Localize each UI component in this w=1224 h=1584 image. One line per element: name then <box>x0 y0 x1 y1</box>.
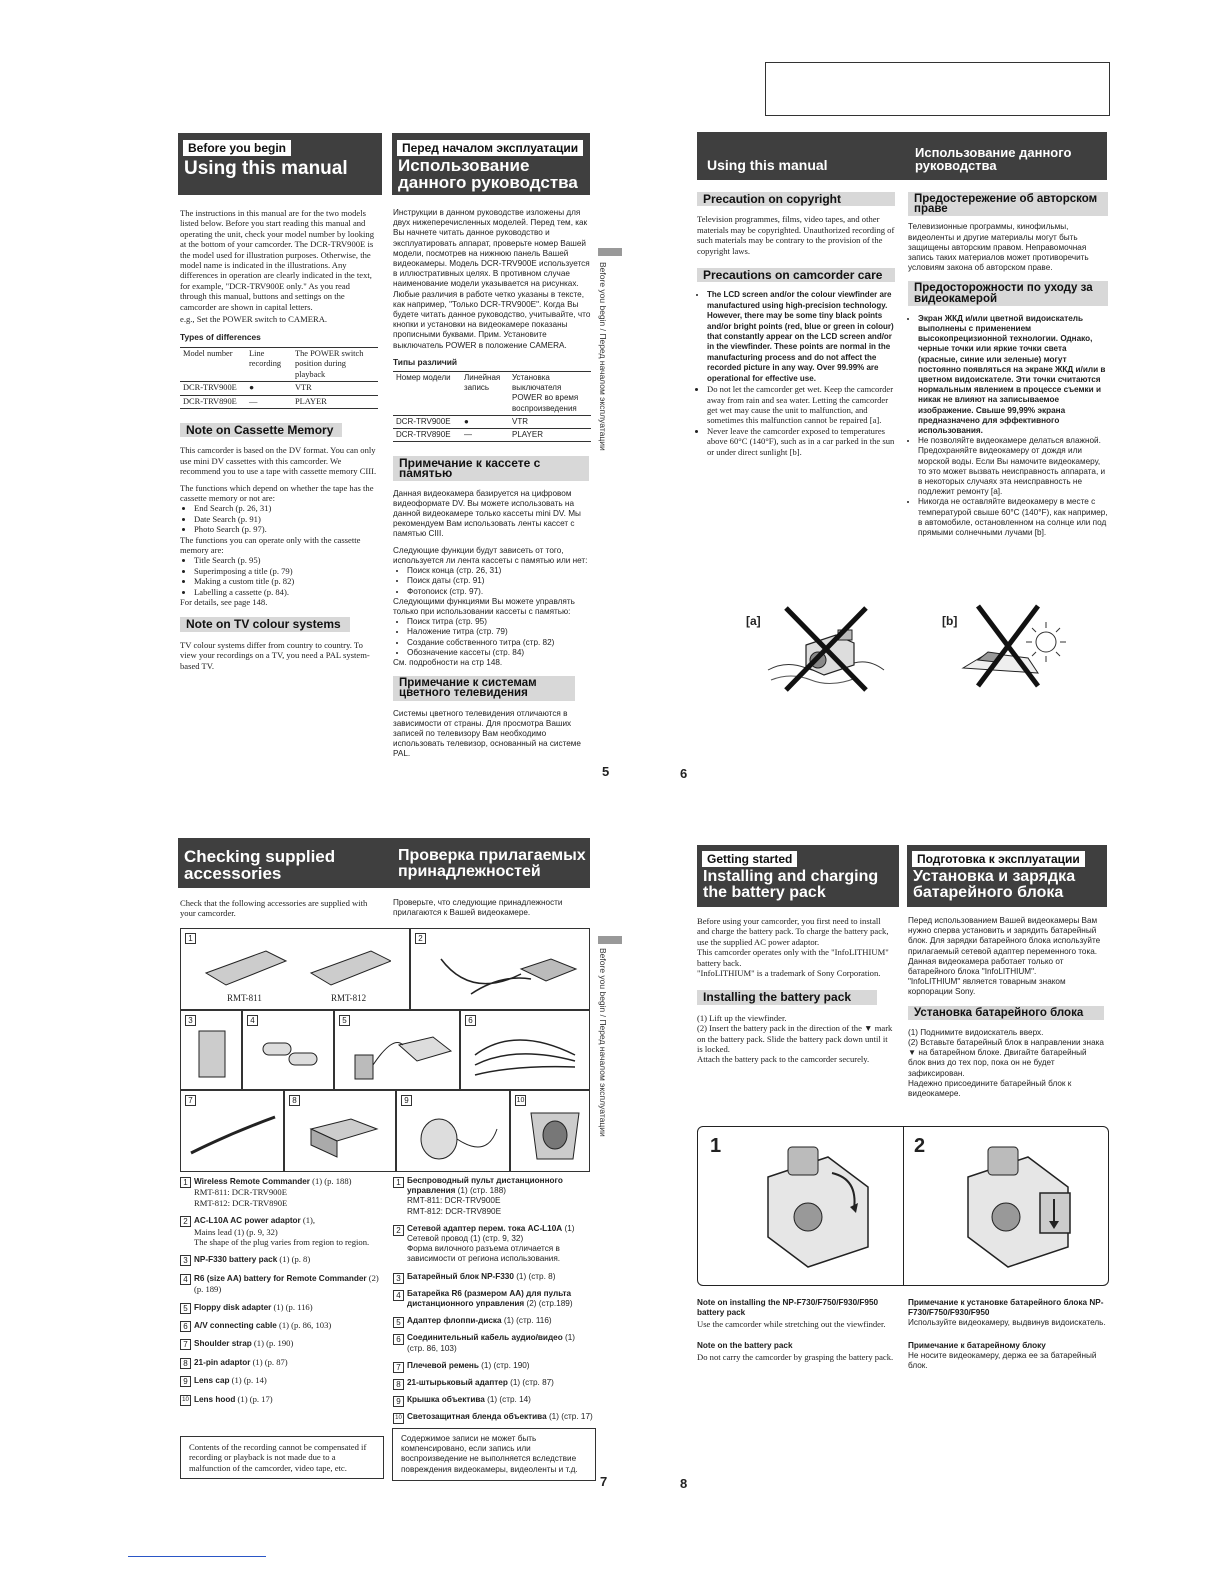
item-name: Сетевой адаптер перем. тока AC-L10A <box>407 1223 563 1233</box>
aa-battery-icon <box>259 1029 329 1079</box>
item-detail: RMT-812: DCR-TRV890E <box>407 1206 502 1216</box>
p6-ru-copy: Телевизионные программы, кинофильмы, видеоленты и другие материалы могут быть защищены авторским правом. Неправомочная запись таких материалов может противоречить условиям закона об авторском праве. <box>908 222 1089 273</box>
accessory-list-item <box>393 1395 593 1405</box>
list-item: • Date Search (p. 91) <box>194 514 378 524</box>
p8-en-n1-head: Note on installing the NP-F730/F750/F930/F950 battery pack <box>697 1298 879 1318</box>
p6-ru-title: Использование данного руководства <box>915 145 1072 173</box>
list-item: • Экран ЖКД и/или цветной видоискатель выполнены с применением высокопрецизионной технологии. Однако, черные точки или яркие точки света (красные, синие или зеленые) могут постоянно появляться на экране ЖКД и/или в цветном видоискателе. Эти точки считаются нормальным явлением в процессе съемки и никак не влияют на записываемое изображение. Свыше 99,99% экрана предназначено для эффективного использования. <box>918 314 1108 436</box>
p5-en-eg: e.g., Set the POWER switch to CAMERA. <box>180 314 328 325</box>
p5-en-table <box>180 347 378 409</box>
table-header: Номер модели <box>396 373 451 383</box>
table-cell: — <box>464 430 472 440</box>
p7-side-marker <box>598 936 622 944</box>
item-number: 8 <box>393 1379 404 1390</box>
p8-en-tag: Getting started <box>702 851 797 867</box>
item-number: 7 <box>185 1095 196 1106</box>
item-page-ref: (1) (стр. 8) <box>513 1271 556 1281</box>
accessory-box-8 <box>284 1090 396 1172</box>
item-number: 4 <box>393 1290 404 1301</box>
p5-ru-cm-1: Данная видеокамера базируется на цифровом видеоформате DV. Вы можете использовать на данной видеокамере только кассеты mini DV. Мы рекомендуем Вам использовать ленты кассет с памятью CIII. <box>393 488 581 539</box>
item-page-ref: (1) (p. 190) <box>251 1338 294 1349</box>
item-number: 2 <box>393 1225 404 1236</box>
p5-ru-title: Использование данного руководства <box>398 156 578 192</box>
p8-ru-n1: Используйте видеокамеру, выдвинув видоискатель. <box>908 1318 1106 1328</box>
item-name: Батарейка R6 (размером AA) для пульта дистанционного управления <box>407 1288 572 1309</box>
p6-label-a: [a] <box>746 614 761 628</box>
p8-ru-n2-head: Примечание к батарейному блоку <box>908 1340 1046 1350</box>
item-number: 10 <box>516 1097 525 1104</box>
p8-ru-n2: Не носите видеокамеру, держа ее за батарейный блок. <box>908 1350 1097 1371</box>
p8-en-inst-head: Installing the battery pack <box>697 990 877 1004</box>
item-name: Батарейный блок NP-F330 <box>407 1271 514 1281</box>
p5-en-tv: TV colour systems differ from country to country. To view your recordings on a TV, you need a PAL system-based TV. <box>180 639 370 671</box>
item-name: Светозащитная бленда объектива <box>407 1412 547 1422</box>
item-detail: RMT-811: DCR-TRV900E <box>194 1187 287 1198</box>
item-name: Lens hood <box>194 1394 236 1404</box>
item-page-ref: (1) (стр. 188) <box>455 1186 507 1196</box>
list-item: • The LCD screen and/or the colour viewfinder are manufactured using high-precision technology. However, there may be some tiny black points and/or bright points (red, blue or green in colour) that constantly appear on the LCD screen and/or in the viewfinder. These points are normal in the manufacturing process and do not affect the recorded picture in any way. Over 99.99% are operational for effective use. <box>707 290 895 384</box>
item-number: 5 <box>339 1015 350 1026</box>
p5-side-marker <box>598 248 622 256</box>
p8-header-en <box>697 845 899 907</box>
item-number: 3 <box>393 1273 404 1284</box>
p6-illustration-a <box>766 600 886 695</box>
item-name: NP-F330 battery pack <box>194 1255 278 1265</box>
item-detail: Mains lead (1) (p. 9, 32) <box>194 1226 278 1237</box>
item-name: Shoulder strap <box>194 1339 252 1349</box>
list-item: • Labelling a cassette (p. 84). <box>194 587 378 597</box>
p8-ru-attach: Надежно присоедините батарейный блок к видеокамере. <box>908 1078 1072 1099</box>
table-cell: ● <box>464 416 469 426</box>
accessory-list-item <box>180 1375 388 1386</box>
item-page-ref: (1) (стр. 87) <box>507 1378 554 1388</box>
accessory-list-item <box>393 1272 593 1282</box>
p7-en-intro: Check that the following accessories are supplied with your camcorder. <box>180 898 368 919</box>
table-header: Line recording <box>249 348 282 369</box>
p5-ru-types-head: Типы различий <box>393 356 458 367</box>
item-page-ref: (1) (p. 14) <box>229 1375 267 1386</box>
rmt-811-label: RMT-811 <box>227 993 262 1003</box>
p6-header <box>697 132 1107 180</box>
accessory-list-item <box>393 1412 593 1422</box>
table-cell: — <box>249 396 258 406</box>
item-number: 8 <box>180 1358 191 1369</box>
p7-page-number: 7 <box>600 1474 608 1489</box>
item-page-ref: (1) (стр. 116) <box>501 1316 552 1326</box>
item-name: Wireless Remote Commander <box>194 1177 310 1186</box>
p8-fig-2-label: 2 <box>914 1135 926 1157</box>
item-number: 1 <box>185 933 196 944</box>
table-header: Линейная запись <box>464 373 501 393</box>
accessory-list-item <box>180 1338 388 1349</box>
p7-header <box>178 838 590 888</box>
floppy-adapter-icon <box>349 1025 455 1085</box>
accessory-list-item <box>393 1361 593 1371</box>
table-cell: DCR-TRV890E <box>396 430 451 440</box>
list-item: • End Search (p. 26, 31) <box>194 503 378 513</box>
item-name: Крышка объектива <box>407 1395 485 1405</box>
list-item: • Never leave the camcorder exposed to temperatures above 60°C (140°F), such as in a car parked in the sun or under direct sunlight [b]. <box>707 426 895 457</box>
table-cell: DCR-TRV900E <box>396 416 451 426</box>
item-number: 6 <box>465 1015 476 1026</box>
item-name: R6 (size AA) battery for Remote Commander <box>194 1273 367 1283</box>
p5-ru-tv: Системы цветного телевидения отличаются в зависимости от страны. Для просмотра Ваших записей по телевизору Вам необходимо использовать телевизор, основанный на системе PAL. <box>393 708 581 759</box>
p6-ru-care-list <box>908 314 1108 538</box>
battery-pack-icon <box>193 1027 233 1083</box>
remote-commander-icon <box>201 943 391 993</box>
p8-ru-notes <box>908 1298 1106 1377</box>
item-number: 7 <box>180 1339 191 1350</box>
list-item: • Title Search (p. 95) <box>194 555 378 565</box>
p5-en-column <box>180 208 378 677</box>
list-item: • Обозначение кассеты (стр. 84) <box>407 648 591 658</box>
list-item: • Создание собственного титра (стр. 82) <box>407 638 591 648</box>
accessory-box-5 <box>334 1010 460 1090</box>
p8-en-intro3: "InfoLITHIUM" is a trademark of Sony Corporation. <box>697 968 881 979</box>
p8-ru-column <box>908 916 1106 1105</box>
p8-en-step2: (2) Insert the battery pack in the direction of the ▼ mark on the battery pack. Slide the battery pack down until it is locked. <box>697 1023 893 1055</box>
accessory-list-item <box>393 1224 593 1265</box>
list-item: • Не позволяйте видеокамере делаться влажной. Предохраняйте видеокамеру от дождя или морской воды. Если Вы намочите видеокамеру, то это может вызвать неисправность аппарата, и в некоторых случаях эта неисправность не подлежит ремонту [a]. <box>918 436 1108 497</box>
table-cell: PLAYER <box>295 396 327 406</box>
p7-en-title: Checking supplied accessories <box>184 847 336 883</box>
item-detail: RMT-811: DCR-TRV900E <box>407 1196 501 1206</box>
accessory-box-9 <box>396 1090 510 1172</box>
p8-header-ru <box>907 845 1107 907</box>
p8-page-number: 8 <box>680 1476 688 1491</box>
p6-page-number: 6 <box>680 766 688 781</box>
accessory-list-item <box>393 1333 593 1353</box>
item-detail: Сетевой провод (1) (стр. 9, 32) <box>407 1234 524 1244</box>
table-cell: PLAYER <box>512 430 543 440</box>
p8-en-column <box>697 916 895 1071</box>
p6-ru-copy-head: Предостережение об авторском праве <box>908 192 1108 216</box>
p8-ru-step1: (1) Поднимите видоискатель вверх. <box>908 1027 1044 1037</box>
list-item: • Поиск даты (стр. 91) <box>407 576 591 586</box>
item-name: Адаптер флоппи-диска <box>407 1316 502 1326</box>
p5-ru-cm-list2 <box>393 617 591 658</box>
accessory-box-6 <box>460 1010 590 1090</box>
p5-ru-intro: Инструкции в данном руководстве изложены для двух нижеперечисленных моделей. Перед тем, как Вы начнете читать данное руководство и эксплуатировать аппарат, проверьте номер Вашей модели, посмотрев на нижнюю панель Вашей видеокамеры. Модель DCR-TRV900E используется в иллюстративных целях. В противном случае наименование модели указывается на рисунках. Любые различия в работе четко указаны в тексте, как например, "Только DCR-TRV900E". Когда Вы будете читать данное руководство, учитывайте, что кнопки и установки на видеокамере показаны прописными буквами. Прим. Установите выключатель POWER в положение CAMERA. <box>393 208 591 350</box>
item-number: 6 <box>393 1334 404 1345</box>
p8-en-n1: Use the camcorder while stretching out the viewfinder. <box>697 1318 886 1329</box>
table-header: Model number <box>183 348 233 358</box>
camcorder-battery-step1-icon <box>748 1137 888 1277</box>
p8-en-title: Installing and charging the battery pack <box>703 868 879 901</box>
item-number: 3 <box>185 1015 196 1026</box>
p7-side-text: Before you begin / Перед началом эксплуатации <box>598 948 608 1137</box>
table-cell: DCR-TRV890E <box>183 396 237 406</box>
p8-ru-intro3: "InfoLITHIUM" является товарным знаком корпорации Sony. <box>908 977 1066 997</box>
item-number: 8 <box>289 1095 300 1106</box>
table-cell: VTR <box>295 383 312 393</box>
accessory-list-item <box>180 1254 388 1265</box>
item-detail: The shape of the plug varies from region to region. <box>194 1237 370 1248</box>
accessory-box-4 <box>242 1010 334 1090</box>
item-number: 5 <box>393 1317 404 1328</box>
item-number: 9 <box>180 1376 191 1387</box>
item-number: 1 <box>180 1177 191 1188</box>
accessory-list-item <box>393 1316 593 1326</box>
p8-ru-n1-head: Примечание к установке батарейного блока NP-F730/F750/F930/F950 <box>908 1298 1104 1318</box>
list-item: • Наложение титра (стр. 79) <box>407 627 591 637</box>
p5-header-en <box>178 133 382 195</box>
ac-adaptor-icon <box>431 939 581 1004</box>
p5-en-cm-3: The functions you can operate only with the cassette memory are: <box>180 534 361 555</box>
table-cell: VTR <box>512 416 528 426</box>
p7-en-list <box>180 1176 388 1412</box>
item-detail: Форма вилочного разъема отличается в зависимости от региона использования. <box>407 1244 561 1264</box>
item-page-ref: (1) (стр. 14) <box>484 1395 531 1405</box>
p5-ru-column <box>393 208 591 766</box>
list-item: • Поиск титра (стр. 95) <box>407 617 591 627</box>
p8-en-step1: (1) Lift up the viewfinder. <box>697 1012 787 1023</box>
list-item: • Никогда не оставляйте видеокамеру в месте с температурой свыше 60°C (140°F), как например, в автомобиле, остановленном на солнце или под прямыми солнечными лучами [b]. <box>918 497 1108 538</box>
accessory-list-item <box>393 1176 593 1217</box>
item-number: 2 <box>415 933 426 944</box>
camcorder-battery-step2-icon <box>948 1137 1088 1277</box>
list-item: • Making a custom title (p. 82) <box>194 576 378 586</box>
p6-label-b: [b] <box>942 614 958 628</box>
item-name: Соединительный кабель аудио/видео <box>407 1333 563 1343</box>
item-number: 3 <box>180 1255 191 1266</box>
item-page-ref: (1) (p. 8) <box>277 1254 311 1265</box>
item-name: Беспроводный пульт дистанционного управления <box>407 1176 563 1196</box>
p6-ru-care-head: Предосторожности по уходу за видеокамерой <box>908 281 1108 305</box>
item-name: 21-штырьковый адаптер <box>407 1378 508 1388</box>
item-page-ref: (1) (стр. 190) <box>478 1360 530 1370</box>
item-number: 1 <box>393 1177 404 1188</box>
item-page-ref: (1) (p. 188) <box>309 1176 352 1186</box>
lens-hood-icon <box>525 1105 585 1167</box>
p8-ru-intro2: Данная видеокамера работает только от батарейного блока "InfoLITHIUM". <box>908 956 1064 977</box>
p5-en-cm-4: For details, see page 148. <box>180 597 268 607</box>
p6-en-title: Using this manual <box>707 157 828 173</box>
p8-en-n2-head: Note on the battery pack <box>697 1341 793 1351</box>
item-page-ref: (2) (стр.189) <box>524 1299 573 1309</box>
accessory-list-item <box>180 1320 388 1331</box>
av-cable-icon <box>471 1025 581 1085</box>
p8-ru-intro: Перед использованием Вашей видеокамеры Вам нужно сперва установить и зарядить батарейный блок. Для зарядки батарейного блока используйте прилагаемый сетевой адаптер переменного тока. <box>908 916 1101 956</box>
p5-en-cm-head: Note on Cassette Memory <box>180 423 342 437</box>
p8-ru-inst-head: Установка батарейного блока <box>908 1006 1104 1020</box>
p5-en-cm-2: The functions which depend on whether the tape has the cassette memory or not are: <box>180 482 374 503</box>
p8-figure-frame <box>697 1126 1109 1286</box>
item-number: 4 <box>180 1274 191 1285</box>
p5-en-tv-head: Note on TV colour systems <box>180 617 350 631</box>
item-number: 4 <box>247 1015 258 1026</box>
table-header: The POWER switch position during playback <box>295 348 364 379</box>
table-cell: ● <box>249 383 255 393</box>
item-page-ref: (1) <box>562 1223 575 1233</box>
footnote-rule <box>128 1556 266 1557</box>
p7-ru-note: Содержимое записи не может быть компенсировано, если запись или воспроизведение не выполняется вследствие повреждения видеокамеры, видеоленты и т.д. <box>392 1428 596 1481</box>
p6-en-care-head: Precautions on camcorder care <box>697 268 895 282</box>
p8-en-attach: Attach the battery pack to the camcorder securely. <box>697 1054 870 1065</box>
item-page-ref: (1) (p. 116) <box>271 1301 313 1312</box>
item-number: 10 <box>393 1413 404 1424</box>
item-page-ref: (1) (p. 87) <box>250 1356 288 1367</box>
accessory-list-item <box>180 1394 388 1405</box>
p7-ru-list <box>393 1176 593 1430</box>
p8-en-intro2: This camcorder operates only with the "InfoLITHIUM" battery back. <box>697 947 889 968</box>
accessory-list-item <box>180 1273 388 1295</box>
list-item: • Поиск конца (стр. 26, 31) <box>407 566 591 576</box>
p5-en-cm-list2 <box>180 555 378 597</box>
blank-frame <box>765 62 1110 116</box>
accessory-list-item <box>393 1289 593 1309</box>
p5-ru-tag: Перед началом эксплуатации <box>397 140 583 156</box>
item-name: Lens cap <box>194 1376 230 1386</box>
item-page-ref: (1), <box>300 1215 316 1226</box>
p6-en-column <box>697 192 895 457</box>
p5-side-text: Before you begin / Перед началом эксплуатации <box>598 262 608 451</box>
p7-en-note: Contents of the recording cannot be compensated if recording or playback is not made due to a malfunction of the camcorder, video tape, etc. <box>180 1436 384 1479</box>
list-item: • Do not let the camcorder get wet. Keep the camcorder away from rain and sea water. Letting the camcorder get wet may cause the unit to malfunction, and sometimes this malfunction cannot be repaired [a]. <box>707 384 895 426</box>
p8-ru-title: Установка и зарядка батарейного блока <box>913 868 1076 901</box>
accessory-box-1 <box>180 928 410 1010</box>
table-header: Установка выключателя POWER во время воспроизведения <box>512 373 579 413</box>
table-cell: DCR-TRV900E <box>183 383 237 393</box>
item-number: 5 <box>180 1303 191 1314</box>
accessory-box-2 <box>410 928 590 1010</box>
item-number: 2 <box>180 1216 191 1227</box>
item-number: 10 <box>180 1395 191 1406</box>
p8-en-intro: Before using your camcorder, you first need to install and charge the battery pack. To charge the battery pack, use the supplied AC power adaptor. <box>697 916 889 947</box>
item-name: Floppy disk adapter <box>194 1302 272 1312</box>
p6-en-copy: Television programmes, films, video tapes, and other materials may be copyrighted. Unauthorized recording of such materials may be contrary to the provision of the copyright laws. <box>697 214 895 256</box>
item-page-ref: (1) (p. 17) <box>235 1393 273 1404</box>
p6-en-care-list <box>697 290 895 457</box>
p5-en-cm-1: This camcorder is based on the DV format. You can only use mini DV cassettes with this camcorder. We recommend you to use a tape with cassette memory CIII. <box>180 445 377 477</box>
p5-en-title: Using this manual <box>184 158 348 179</box>
p5-ru-table <box>393 371 591 442</box>
item-page-ref: (1) (стр. 17) <box>546 1412 593 1422</box>
accessory-box-7 <box>180 1090 284 1172</box>
accessory-list-item <box>180 1357 388 1368</box>
p5-en-types-head: Types of differences <box>180 332 261 343</box>
rmt-812-label: RMT-812 <box>331 993 367 1003</box>
p6-en-copy-head: Precaution on copyright <box>697 192 895 206</box>
p5-page-number: 5 <box>602 764 610 779</box>
item-name: 21-pin adaptor <box>194 1357 251 1367</box>
p5-en-tag: Before you begin <box>183 140 291 156</box>
p6-ru-column <box>908 192 1108 538</box>
list-item: • Photo Search (p. 97). <box>194 524 378 534</box>
p5-ru-cm-head: Примечание к кассете с памятью <box>393 456 589 480</box>
p5-ru-tv-head: Примечание к системам цветного телевидения <box>393 676 575 700</box>
p7-ru-intro: Проверьте, что следующие принадлежности прилагаются к Вашей видеокамере. <box>393 898 563 918</box>
p5-ru-cm-3: Следующими функциями Вы можете управлять только при использовании кассеты с памятью: <box>393 596 575 616</box>
p7-ru-title: Проверка прилагаемых принадлежностей <box>398 847 586 880</box>
item-number: 6 <box>180 1321 191 1332</box>
item-name: A/V connecting cable <box>194 1321 277 1331</box>
item-name: AC-L10A AC power adaptor <box>194 1216 301 1226</box>
item-detail: RMT-812: DCR-TRV890E <box>194 1197 288 1208</box>
lens-cap-icon <box>411 1107 501 1167</box>
p8-ru-step2: (2) Вставьте батарейный блок в направлении знака ▼ на батарейном блоке. Двигайте батарейный блок вниз до тех пор, пока он не будет зафиксирован. <box>908 1038 1104 1078</box>
21-pin-adaptor-icon <box>305 1109 385 1165</box>
p8-figure-divider <box>903 1127 904 1285</box>
accessory-list-item <box>393 1378 593 1388</box>
accessory-box-3 <box>180 1010 242 1090</box>
p8-en-n2: Do not carry the camcorder by grasping the battery pack. <box>697 1351 894 1362</box>
p5-ru-cm-list1 <box>393 566 591 597</box>
accessory-list-item <box>180 1302 388 1313</box>
list-item: • Superimposing a title (p. 79) <box>194 566 378 576</box>
accessory-list-item <box>180 1176 388 1208</box>
item-number: 9 <box>401 1095 412 1106</box>
accessory-list-item <box>180 1215 388 1247</box>
p5-ru-cm-2: Следующие функции будут зависеть от того, используется ли лента кассеты с памятью или нет: <box>393 545 588 565</box>
p8-en-notes <box>697 1298 897 1368</box>
shoulder-strap-icon <box>187 1109 279 1165</box>
p5-en-cm-list1 <box>180 503 378 534</box>
item-page-ref: (2) (p. 189) <box>194 1272 379 1295</box>
p6-illustration-b <box>958 598 1078 693</box>
item-page-ref: (1) (стр. 86, 103) <box>407 1333 575 1353</box>
p5-header-ru <box>392 133 590 195</box>
item-number: 7 <box>393 1362 404 1373</box>
item-name: Плечевой ремень <box>407 1360 479 1370</box>
list-item: • Фотопоиск (стр. 97). <box>407 587 591 597</box>
p8-ru-tag: Подготовка к эксплуатации <box>912 851 1085 867</box>
item-number: 9 <box>393 1396 404 1407</box>
p8-fig-1-label: 1 <box>710 1135 722 1157</box>
accessory-box-10 <box>510 1090 590 1172</box>
item-page-ref: (1) (p. 86, 103) <box>276 1320 332 1331</box>
p5-ru-cm-4: См. подробности на стр 148. <box>393 657 503 667</box>
p5-en-intro: The instructions in this manual are for the two models listed below. Before you start reading this manual and operating the unit, check your model number by looking at the bottom of your camcorder. The DCR-TRV900E is the model used for illustration purposes. Otherwise, the model name is indicated in the illustrations. Any differences in operation are clearly indicated in the text, for example, "DCR-TRV900E only." As you read through this manual, buttons and settings on the camcorder are shown in capital letters. <box>180 208 375 312</box>
